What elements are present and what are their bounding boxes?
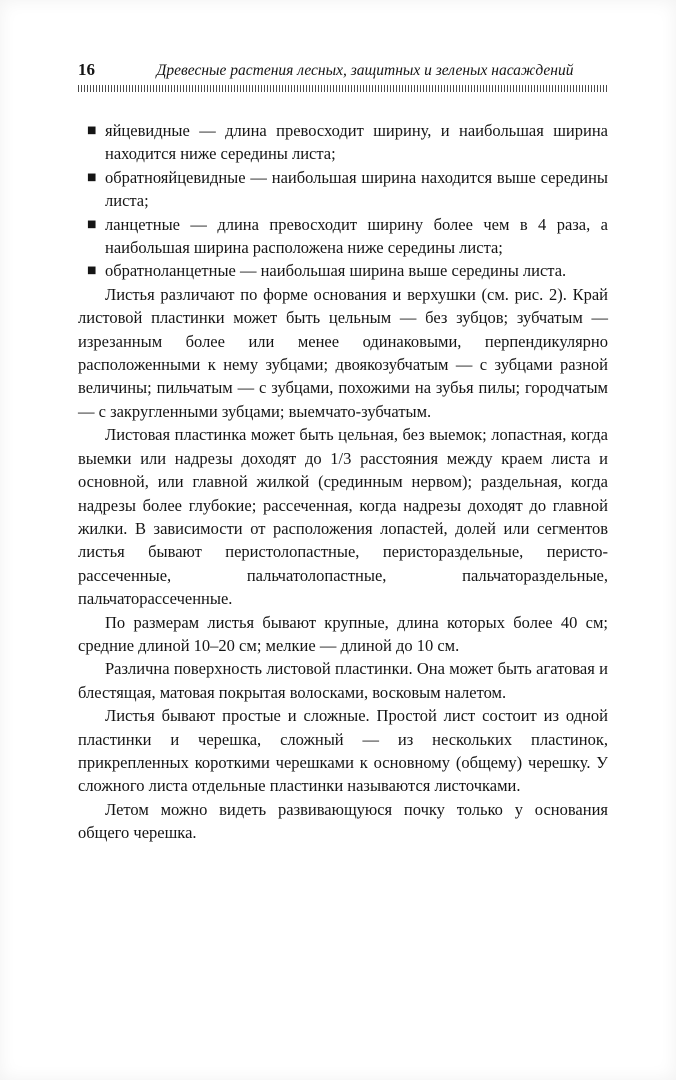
paragraph-leaf-sizes: По размерам листья бывают крупные, длина которых более 40 см; средние длиной 10–20 см; мелкие — длиной до 10 см. [78,612,608,655]
running-title: Древесные растения лесных, защитных и зеленых насаждений [156,62,574,79]
paragraph-simple-compound: Листья бывают простые и сложные. Простой лист состоит из одной пластинки и черешка, сложный — из нескольких пластинок, прикрепленных короткими черешками к основному (общему) черешку. У сложного листа отдельные пластинки называются листочками. [78,706,608,796]
paragraph-summer-bud: Летом можно видеть развивающуюся почку только у основания общего черешка. [78,799,608,843]
list-item [78,213,608,260]
list-item [78,166,608,213]
bullet-square-icon: ■ [87,218,97,230]
page-number: 16 [78,60,95,79]
list-item-text: ланцетные — длина превосходит ширину более чем в 4 раза, а наибольшая ширина расположена ниже середины листа; [105,214,608,258]
page-header [78,60,608,80]
list-item-text: обратнояйцевидные — наибольшая ширина находится выше середины листа; [105,167,608,211]
bullet-square-icon: ■ [87,125,97,136]
paragraph-leaf-blade: Листовая пластинка может быть цельная, без выемок; лопастная, когда выемки или надрезы доходят до 1/3 расстояния между краем листа и основной, или главной жилкой (срединным нервом); раздельная, когда надрезы более глубокие; рассеченная, когда надрезы доходят до главной жилки. В зависимости от расположения лопастей, долей или сегментов листья бывают перистолопастные, перистораздельные, перисто-рассеченные, пальчатолопастные, пальчатораздельные, пальчаторассеченные. [78,425,608,609]
list-item [78,259,608,282]
bullet-square-icon: ■ [87,265,97,277]
paragraph-leaf-shapes: Листья различают по форме основания и верхушки (см. рис. 2). Край листовой пластинки может быть цельным — без зубцов; зубчатым — изрезанным более или менее одинаковыми, перпендикулярно расположенными к нему зубцами; двоякозубчатым — с зубцами разной величины; пильчатым — с зубцами, похожими на зубья пилы; городчатым — с закругленными зубцами; выемчато-зубчатым. [78,284,608,421]
paragraph-leaf-surface: Различна поверхность листовой пластинки. Она может быть агатовая и блестящая, матовая покрытая волосками, восковым налетом. [78,659,608,702]
bullet-square-icon: ■ [87,171,97,183]
bullet-list [78,119,608,283]
list-item [78,119,608,166]
list-item-text: обратноланцетные — наибольшая ширина выше середины листа. [105,261,567,281]
body-text [78,119,608,845]
list-item-text: яйцевидные — длина превосходит ширину, и наибольшая ширина находится ниже середины листа; [105,121,608,164]
header-rule [78,85,608,92]
